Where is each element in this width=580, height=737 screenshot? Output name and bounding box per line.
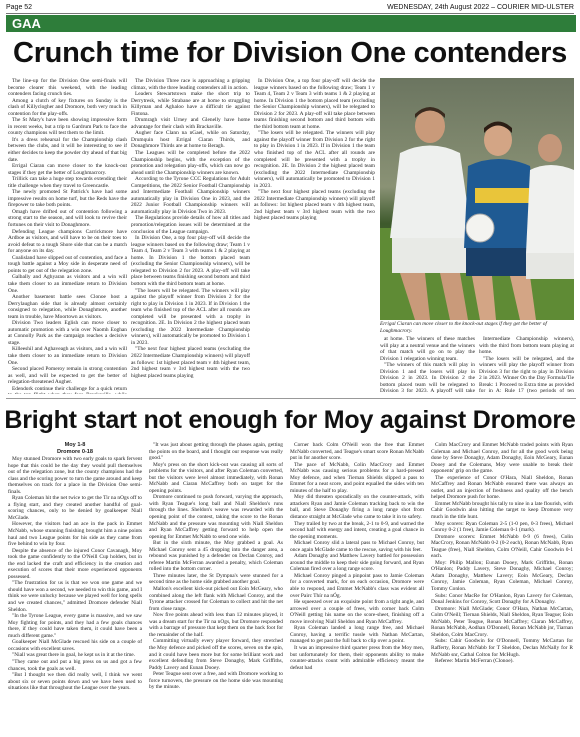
paragraph: Trillick can take a huge step towards extending their title challenge when they travel to Greencastle. bbox=[8, 176, 127, 189]
paragraph: Defending League champions Carrickmore have Ardboe as visitors, and will have to be on their toes to avoid defeat to a tough Shore side that can be a match for anyone on its day. bbox=[8, 228, 127, 255]
paragraph: Drumragh visit Urney and Glenelly have home advantage for their clash with Brackaville. bbox=[131, 117, 250, 130]
paragraph: Second placed Pomeroy remain in strong contention as well, and will be expected to get the better of relegation-threatened Augher. bbox=[8, 366, 127, 386]
paragraph: "The next four highest placed teams (excluding the 2022 Intermediate Championship winners) will playoff as follows: 1st highest placed team v 4th highest team, 2nd highest team v 3rd highest team with the two highest placed teams playing bbox=[254, 189, 375, 222]
paragraph: According to the Tyrone CCC Regulations for Adult Competitions, the 2022 Senior Football Championship and Intermediate Football Championship winners automatically play in Division One in 2023, and the 2022 Junior Football Championship winners will automatically play in Division Two in 2023. bbox=[131, 176, 250, 215]
paragraph: "The winners of this match will play in Division 1 and the losers will play in Division 2 in 2023. In Division 2 the bottom placed team will be relegated to Division 3 for 2023. A playoff will take bbox=[380, 362, 475, 394]
paragraph: Dromore continued to push forward, varying the approach, with Ryan Teague's long ball and Niall Sheldon's runs through the lines. Sheldon's weave was rewarded with the opening point of the contest, taking the score to the Ronan McNabb and the pressure was mounting with Niall Sheldon and Ryan McCaffrey getting forward to help open the opening for Emmet McNabb to send one wide. bbox=[149, 494, 283, 540]
story2-column-1 bbox=[8, 442, 142, 734]
paragraph: "The frustration for us is that we won one game and we should have won a second, we needed to win this game, and I think we were unlucky because we played well for long spells and we created chances," admitted Dromore defender Niall Sheldon. bbox=[8, 580, 142, 613]
paragraph: He squeezed over an exquisite point from a tight angle, and arrowed over a couple of frees, with corner back Colm O'Neill getting his name on the score-sheet, finishing off a move involving Niall Sheldon and Ryan McCaffrey. bbox=[290, 599, 424, 625]
paragraph: Referee: Martin McFerran (Clonoe). bbox=[435, 658, 514, 665]
paragraph: In Division One, a top four play-off will decide the league winners based on the following draw; Team 1 v Team 4, Team 2 v Team 3 with teams 1 & 2 playing at home. In Division 1 the bottom placed team (excluding the Senior Championship winners), will be relegated to Division 2 for 2023. A play-off will take place between teams finishing second bottom and third bottom with the third bottom team at home. bbox=[131, 235, 250, 287]
paragraph: Dromore scorers: Emmet McNabb 0-9 (6 frees), Colin MacCrory, Ronan McNabb 0-2 (0-2 each), Ronan McNabb, Ryan Teague (free), Niall Sheldon, Colm O'Neill, Cahir Goodwin 0-1 each. bbox=[431, 533, 573, 560]
paragraph: "The next four highest placed teams (excluding the 2022 Intermediate Championship winners) will playoff as follows: 1st highest placed team v 4th highest team, 2nd highest team v 3rd highest team with the two highest placed teams playing bbox=[131, 346, 250, 379]
paragraph: Moy stunned Dromore with two early goals to spark fervent hope that this could be the day they would pull themselves out of the relegation zone, but the county champions had the class and the scoring power to turn the game around and keep themselves on track for a place in the Division One semi-finals. bbox=[8, 456, 142, 495]
paragraph: Now five points ahead with less than 12 minutes played, it was a dream start for the Tir na nOgs, but Dromore responded with a barrage of pressure that kept them on the back foot for the remainder of the half. bbox=[149, 612, 283, 638]
paragraph: Another basement battle sees Clonoe host a Derrylaughan side that is already almost certainly consigned to relegation, while Donaghmore, another team in trouble, have Moortown as visitors. bbox=[8, 294, 127, 320]
paragraph: "Niall was great there in goal, he kept us in it at the time. bbox=[12, 652, 136, 659]
paragraph: Corner back Colm O'Neill won the free that Emmet McNabb converted, and Teague's smart score Ronan McNabb put in for another score. bbox=[290, 442, 424, 462]
paragraph: The newly promoted St Patrick's have had some impressive results on home turf, but the Reds have the firepower to take both points. bbox=[8, 189, 127, 209]
photo-caption: Errigal Ciaran can move closer to the knock-out stages if they get the better of Loughmacrory. bbox=[380, 321, 547, 334]
paragraph: Moy did threaten sporadically on the counter-attack, with attackers Ryan and Jamie Coleman tracking back to win the ball, and Steve Donaghy firing a long range shot from distance straight at McGlade who came to take it in to safety. bbox=[290, 494, 424, 521]
paragraph: Edendork continue their challenge for a quick return bbox=[12, 385, 127, 392]
issue-date: WEDNESDAY, 24th August 2022 – COURIER MID-ULSTER bbox=[387, 4, 574, 11]
football-action-photo bbox=[380, 78, 574, 320]
paragraph: "In the Tyrone League, every game is massive, and we saw Moy fighting for points, and they had a few goals chances there, if they could have taken them, it could have been a much different game." bbox=[8, 613, 142, 639]
story1-column-3 bbox=[254, 78, 375, 394]
story-divider bbox=[6, 398, 576, 399]
paragraph: The Leagues will be completed before the 2022 Championship begins, with the exception of the promotion and relegation play-offs, which can now go ahead until the Championship winners are known. bbox=[131, 150, 250, 176]
paragraph: "But I thought we then did really well, I think we went about six or seven points down and we have been used to situations like that throughout the League over the years. bbox=[8, 672, 142, 692]
paragraph: It's a dress rehearsal for the Championship clash between the clubs, and it will be interesting to see if either decides to keep the powder dry ahead of that big date. bbox=[8, 136, 127, 163]
paragraph: Goalkeeper Niall McGlade rescued his side on a couple of occasions with excellent saves. bbox=[8, 639, 142, 652]
story1-column-3-lower bbox=[380, 336, 475, 394]
paragraph: Mallon's excellent kick-out picked out Eoin McGeary, who combined along the left flank with Michael Conroy, and the Tyrone attacker crossed for Coleman to collect and hit the net from close range. bbox=[149, 586, 283, 612]
paragraph: Among a clutch of key fixtures on Sunday is the clash of Killyclogher and Dromore, both very much in contention for the play-offs. bbox=[8, 97, 127, 117]
paragraph: Galbally and Aghyaran as visitors and a win will take them closer to an immediate return to Division One. bbox=[8, 274, 127, 294]
paragraph: Division Two leaders Eglish can move closer to automatic promotion with a win over Naomh Eoghan at Connolly Park as the campaign reaches a decisive stage. bbox=[8, 320, 127, 346]
story2-column-2 bbox=[149, 442, 283, 734]
paragraph: "The losers will be relegated. The winners will play against the playoff winner from Division 2 for the right to play in Division 1 in 2023. If in Division 1 the team who finished top of the ACL after all rounds are completed will be presented with a trophy in recognition. 2E. In Division 2 the highest placed team (excluding the 2022 Intermediate Championship winners), will automatically be promoted to Division 1 in 2023. bbox=[131, 287, 250, 346]
paragraph: The pace of McNabb, Colin MacCrory and Emmet McNabb was causing serious problems for a hard-pressed Moy defence, and when Tiernan Shields slipped a pass to Emmet for a neat score, and point equalled the sides with ten minutes of the half to play. bbox=[290, 461, 424, 494]
paragraph: "It was just about getting through the phases again, getting the points on the board, and I thought our response was really good." bbox=[149, 442, 283, 462]
paragraph: Moy scorers: Ryan Coleman 2-5 (1-0 pen, 0-3 frees), Michael Conroy 0-2 (1 free), Jamie Coleman 0-1 (mark). bbox=[431, 520, 573, 534]
paragraph: Killeeshil and Aghaveagh as visitors, and a win will take them closer to an immediate return to Division One. bbox=[8, 346, 127, 366]
paragraph: Committing virtually every player forward, they stretched the Moy defence and picked off the scores, seven on the spin, and it could have been more but for some brilliant work and excellent defending from Steve Donaghy, Mark Griffiths, Paddy Lavery and Eunan Dooey. bbox=[149, 638, 283, 671]
paragraph: Omagh have drifted out of contention following a strong start to the season, and will look to revive their fortunes on their visit to Donaghmore. bbox=[8, 208, 127, 229]
paragraph: "The losers will be relegated. The winners will play against the playoff winner from Division 2 for the right to play in Division 1 in 2023. If in Division 1 the team who finished top of the ACL after all rounds are completed will be presented with a trophy in recognition. 2E. In Division 2 the highest placed team (excluding the 2022 Intermediate Championship winners), will automatically be promoted to Division 1 in 2023. bbox=[254, 130, 375, 189]
paragraph: Augher face Clann na nGael, while on Saturday, Drumquin host Errigal Ciaran Thirds, and Donaghmore Thirds are at home to Beragh. bbox=[131, 130, 250, 150]
paragraph: The Regulations provide details of how all titles and promotion/relegation issues will be determined at the conclusion of the League campaign. bbox=[131, 215, 250, 235]
paragraph: Colm MacCrory and Emmet McNabb traded points with Ryan Coleman and Michael Conroy, and for all the good work being done by Steve Donaghy, Adam Donaghy, Eoin McGeary, Eunan Dooey and the Colemans, Moy were unable to break their opponents' grip on the game. bbox=[431, 442, 573, 475]
story1-column-2 bbox=[131, 78, 250, 394]
paragraph: at home. The winners of these matches will play at a neutral venue and the winners of that match will go on to play the Division 1 relegation winning team. bbox=[380, 336, 475, 362]
paragraph: However, the visitors had an ace in the pack in Emmet McNabb, whose stunning finishing brought him a nine points haul and two League points for his side as they came from five behind to win by four. bbox=[8, 521, 142, 548]
paragraph: Subs: Conor MacRe for O'Hanlon, Ryan Lavery for Coleman, Donal Jenkins for Conroy, Scott Donaghy for A Donaghy. bbox=[431, 592, 573, 606]
paragraph: Leaders Stewartstown make the short trip to Derrytresk, while Strabane are at home to struggling Killyman and Aghaloo have a difficult tie against Fintona. bbox=[131, 91, 250, 117]
paragraph: Michael Conroy pinged a pinpoint pass to Jamie Coleman for a converted mark, for on each occasion, Dromore were able to respond, and Emmet McNabb's class was evident all over Pairc Thír na nÓg. bbox=[290, 572, 424, 599]
paragraph: Despite the absence of the injured Conor Cavanagh, Moy took the game confidently to the O'Neill Cup holders, but in the end lacked the craft and efficiency in the creation and execution of scores that their more experienced opponents possessed. bbox=[8, 547, 142, 580]
story2-column-3 bbox=[290, 442, 424, 734]
page-number: Page 52 bbox=[6, 4, 33, 11]
paragraph: They trailed by two at the break, 2-1 to 0-9, and warned the second half with energy and intent, creating a goal chance in the opening moments. bbox=[290, 520, 424, 540]
paragraph: Ryan Coleman landed a long range free, and Michael Conroy, having a terrific tussle with Nathan McCartan, managed to get past the full back to clip over a point. bbox=[290, 625, 424, 645]
paragraph: Moy's press on the short kick-out was causing all sorts of problems for the visitors, and after Ryan Coleman converted, but the visitors were level almost immediately, with Ronan McNabb and Ciaran McCaffrey both on target for the opening points. bbox=[149, 461, 283, 494]
paragraph: Adam Donaghy and Matthew Lavery battled for possession around the middle to keep their side going forward, and Ryan Coleman fired over a long range score. bbox=[290, 553, 424, 573]
paragraph: Emmet McNabb brought his tally to nine in a late flourish, with Cahir Goodwin also hitting the target to keep Dromore very much in the title hunt. bbox=[431, 500, 573, 521]
paragraph: In Division One, a top four play-off will decide the league winners based on the following draw; Team 1 v Team 4, Team 2 v Team 3 with teams 1 & 2 playing at home. In Division 1 the bottom placed team (excluding the Senior Championship winners), will be relegated to Division 2 for 2023. A play-off will take place between teams finishing second bottom and third bottom with the third bottom team at home. bbox=[254, 78, 375, 130]
score-line: Moy 1-8 bbox=[64, 442, 86, 448]
paragraph: The St Mary's have been showing impressive form in recent weeks, but a trip to Gardrum Park to face the county champions will test them to the limit. bbox=[8, 117, 127, 137]
story1-column-4-lower bbox=[479, 336, 574, 394]
page-folio bbox=[6, 2, 574, 14]
paragraph: Errigal Ciaran can move closer to the knock-out stages if they get the better of Loughmacrory. bbox=[8, 163, 127, 176]
section-title: GAA bbox=[12, 16, 41, 31]
paragraph: Dromore: Niall McGlade; Conor O'Hara, Nathan McCartan, Colm O'Neill; Tiernan Shields, Niall Sheldon, Ryan Teague; Eoin McNabb, Peter Teague, Ronan McCaffrey; Ciaran McCaffrey, Ronan McNabb, Aodhan O'Donnell, Ronan McNabb jnr, Tiarnan Sheldon, Colm MacCrory. bbox=[431, 605, 573, 638]
paragraph: But in the sixth minute, the Moy grabbed a goal. As Michael Conroy sent a 45 dropping into the danger area, a rebound was punished by a defender on Declan Conroy, and referee Martin McFerran awarded a penalty, which Coleman rolled into the bottom corner. bbox=[149, 540, 283, 573]
paragraph: Moy: Philip Mallon; Eunan Dooey, Mark Griffiths, Ronan O'Hanlon; Paddy Lavery, Steve Donaghy, Michael Conroy; Adam Donaghy, Matthew Lavery; Eoin McGeary, Declan Conroy, Jamie Coleman, Ryan Coleman, Michael Conroy, Tommy Conlon. bbox=[431, 559, 573, 593]
paragraph: It was an impressive third quarter press from the Moy men, but unfortunately for them, their opponents ability to make counter-attacks count with admirable efficiency meant the defeat had bbox=[290, 644, 424, 671]
story2-column-4 bbox=[431, 442, 573, 734]
paragraph: Peter Teague sent over a free, and with Dromore working to force turnovers, the pressure on the home side was mounting by the minute. bbox=[149, 671, 283, 691]
paragraph: Subs: Cahir Goodwin for O'Donnell, Tommy McCartan for Rafferty, Ronan McNabb for T Sheldon, Declan McNally for R McNabb snr, Cathal Colton for McHugh. bbox=[431, 638, 573, 658]
paragraph: The experience of Conor O'Hara, Niall Sheldon, Ronan McCaffrey and Ronan McNabb ensured there was always an outlet, and an injection of freshness and quality off the bench helped Dromore push for home. bbox=[431, 474, 573, 501]
paragraph: The Division Three race is approaching a gripping climax, with the three leading contenders all in action. bbox=[131, 78, 250, 91]
score-line: Dromore 0-18 bbox=[56, 449, 94, 455]
story1-column-1 bbox=[8, 78, 127, 394]
paragraph: Coalisland have slipped out of contention, and face a tough battle against a Moy side in desperate need of points to get out of the relegation zone. bbox=[8, 254, 127, 274]
paragraph: The line-up for the Division One semi-finals will become clearer this weekend, with the leading contenders facing crunch ties. bbox=[8, 78, 127, 98]
paragraph: Intermediate Championship winners), with the third from bottom team playing at home. bbox=[479, 336, 574, 356]
paragraph: Ryan Coleman hit the net twice to get the Tir na nOgs off to a flying start, and they created another handful of goal-scoring chances, only to be denied by goalkeeper Niall McGlade. bbox=[8, 495, 142, 521]
paragraph: "They came out and put a big press on us and got a few chances, took the goals as well. bbox=[8, 658, 142, 672]
paragraph: "The losers will be relegated, and the winners will play the playoff winner from Division 3 for the right to play in Division 2 in 2023. Winner On the Day Formula/Tie Break: 1 Proceed to Extra time as provided for in A: Rule 17 (two periods of ten bbox=[479, 355, 574, 394]
paragraph: Three minutes later, the St Dympna's were stunned for a second time as the home side grabbed another goal. bbox=[149, 572, 283, 586]
story1-headline: Crunch time for Division One contenders bbox=[13, 37, 567, 69]
paragraph: Michael Conroy slid a lateral pass to Michael Conroy, but once again McGlade came to the rescue, saving with his feet. bbox=[290, 540, 424, 553]
story2-headline: Bright start not enough for Moy against Dromore bbox=[4, 406, 576, 434]
section-banner bbox=[6, 15, 576, 32]
